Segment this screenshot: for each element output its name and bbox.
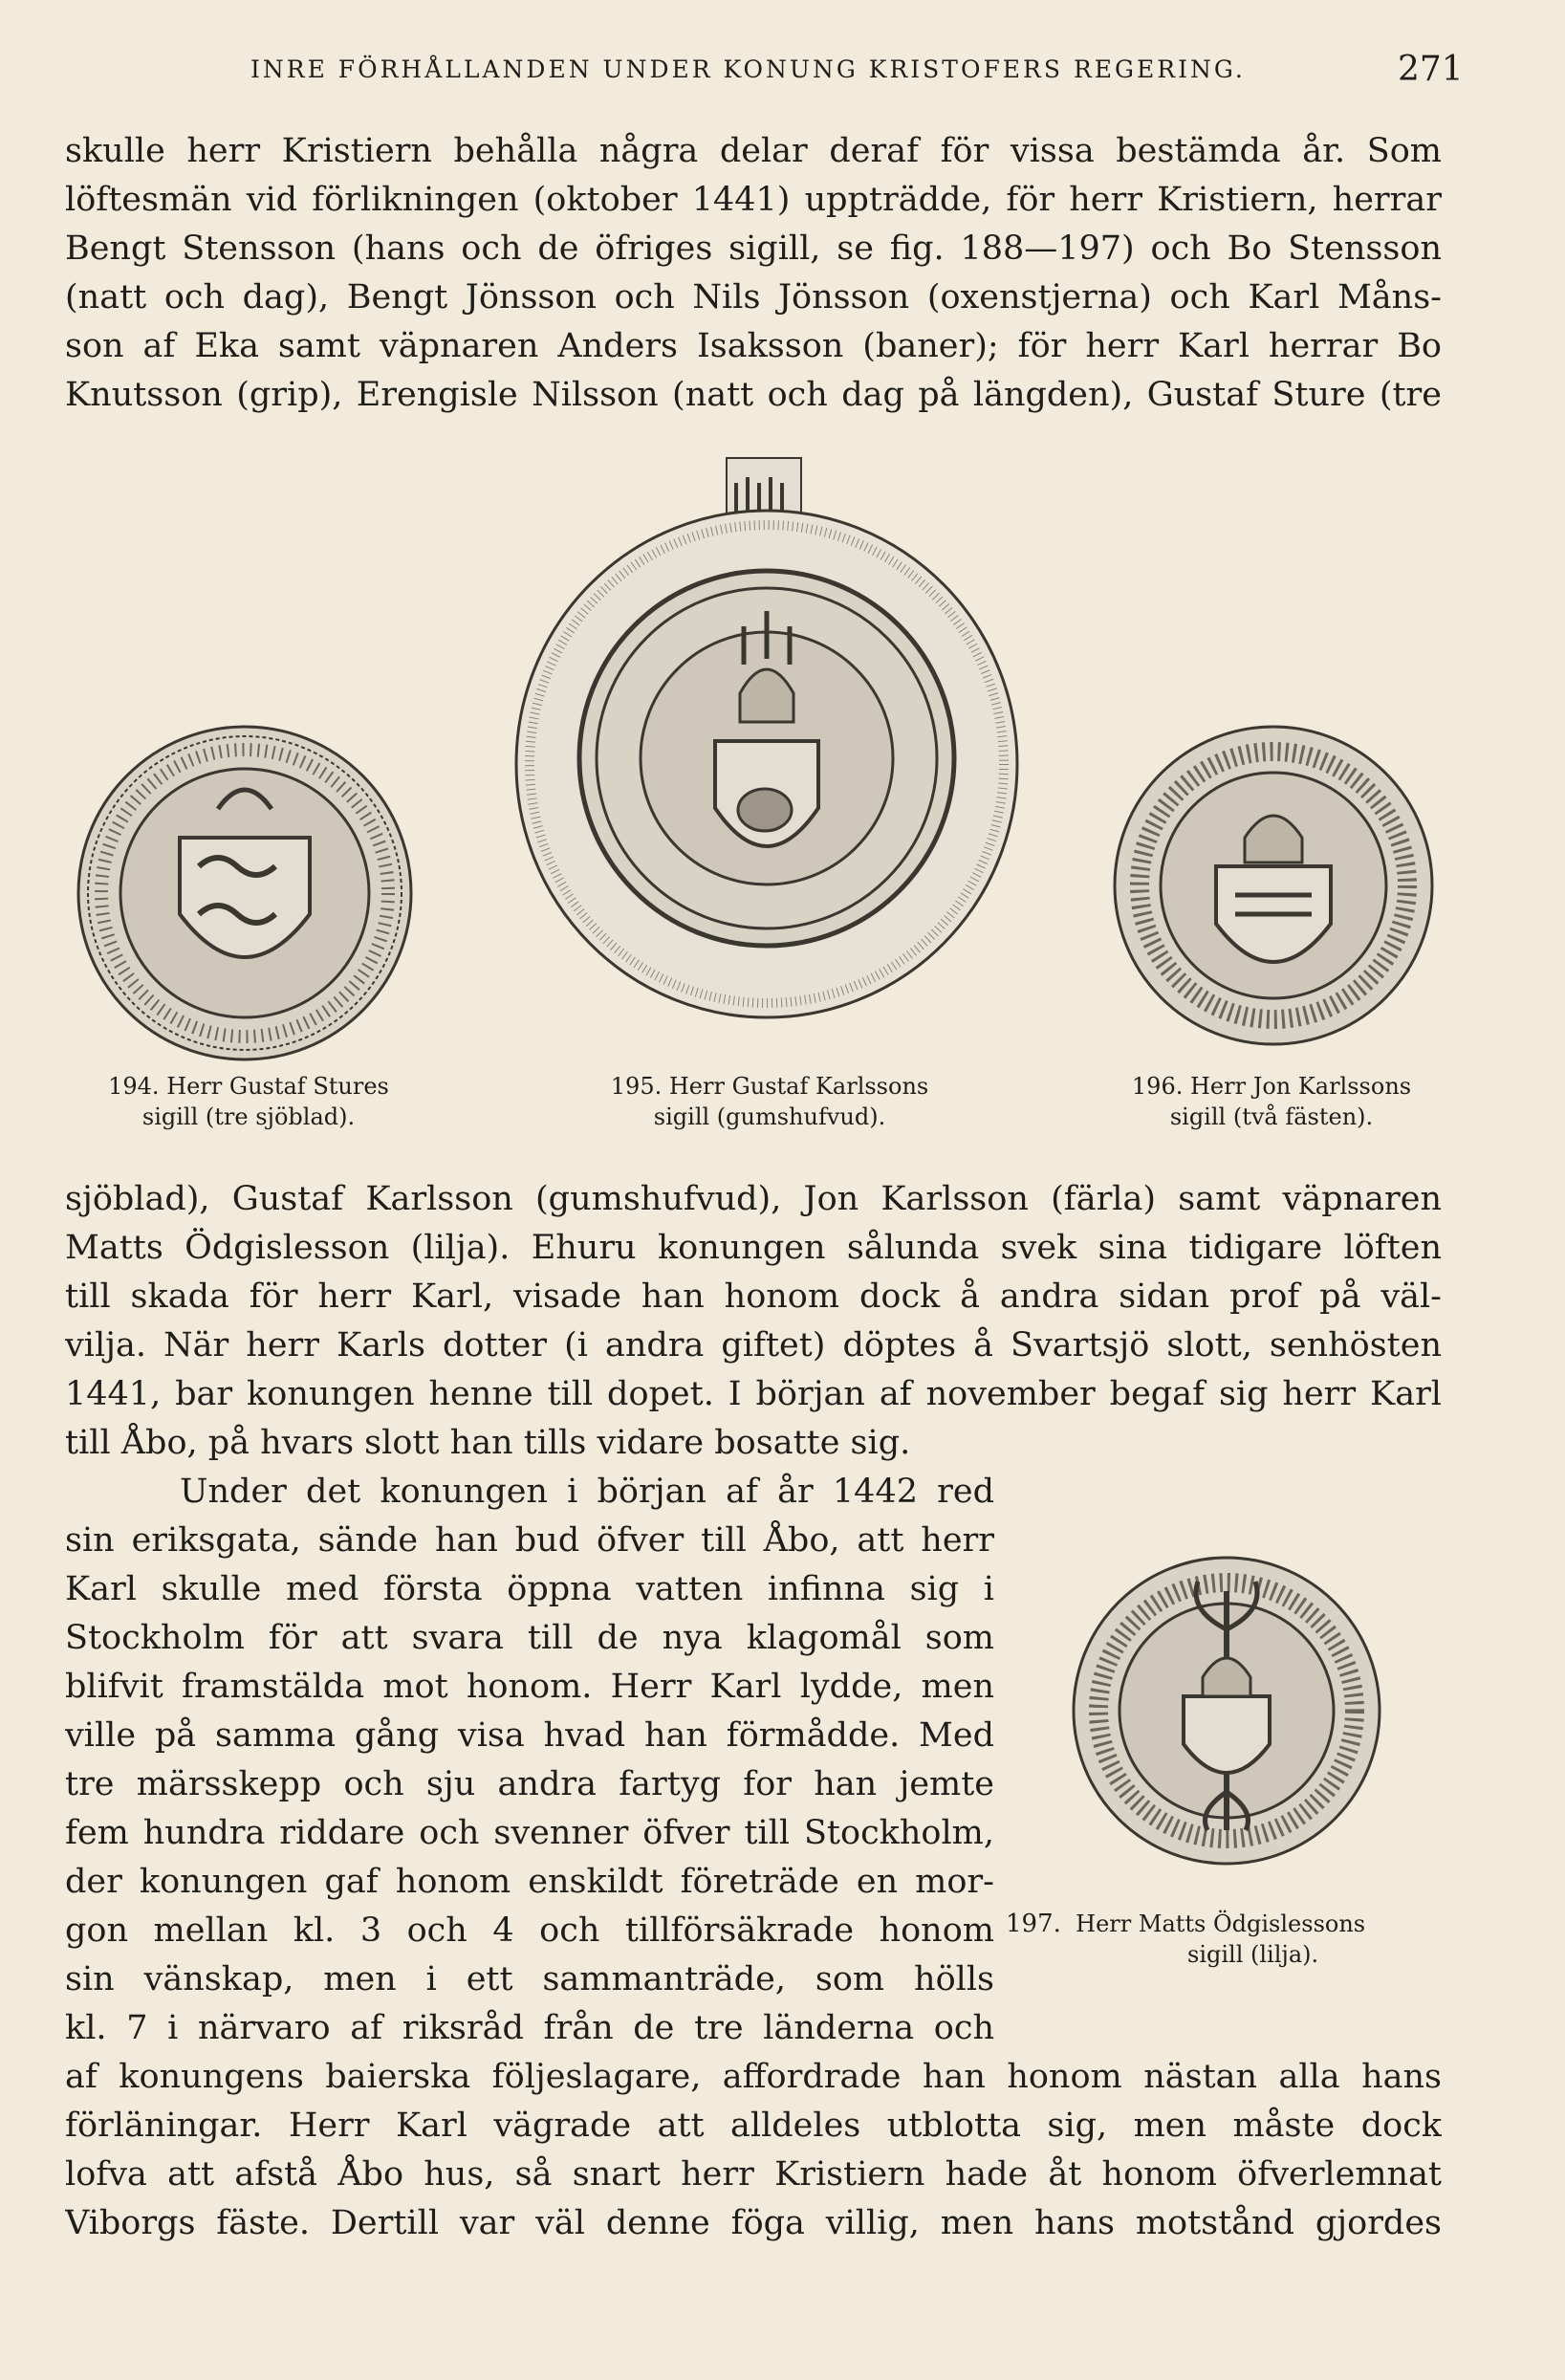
text-line: gon mellan kl. 3 och 4 och tillförsäkrade honom <box>65 1911 994 1950</box>
figure-caption-194 <box>67 1071 430 1132</box>
text-line: Karl skulle med första öppna vatten infinna sig i <box>65 1570 994 1608</box>
seal-image-195 <box>514 454 1019 1020</box>
caption-subtitle: sigill (lilja). <box>1187 1941 1319 1968</box>
caption-subtitle: sigill (gumshufvud). <box>653 1103 886 1130</box>
caption-subtitle: sigill (två fästen). <box>1169 1103 1374 1130</box>
text-line: Knutsson (grip), Erengisle Nilsson (natt och dag på längden), Gustaf Sture (tre <box>65 376 1442 414</box>
text-line: lofva att afstå Åbo hus, så snart herr Kristiern hade åt honom öfverlemnat <box>65 2155 1442 2194</box>
figure-number: 197. <box>1006 1910 1061 1938</box>
text-line: sin eriksgata, sände han bud öfver till Åbo, att herr <box>65 1521 994 1560</box>
paragraph-3-narrow <box>65 1468 994 2053</box>
text-line: (natt och dag), Bengt Jönsson och Nils Jönsson (oxenstjerna) och Karl Måns- <box>65 278 1442 317</box>
text-line: förläningar. Herr Karl vägrade att alldeles utblotta sig, men måste dock <box>65 2107 1442 2145</box>
text-line: till Åbo, på hvars slott han tills vidare bosatte sig. <box>65 1424 911 1462</box>
seal-image-196 <box>1111 723 1436 1048</box>
text-line: ville på samma gång visa hvad han förmådde. Med <box>65 1716 994 1755</box>
paragraph-2 <box>65 1175 1442 1468</box>
text-line: sjöblad), Gustaf Karlsson (gumshufvud), Jon Karlsson (färla) samt väpnaren <box>65 1180 1442 1218</box>
text-line: der konungen gaf honom enskildt företräde en mor- <box>65 1863 994 1901</box>
text-line: löftesmän vid förlikningen (oktober 1441) uppträdde, för herr Kristiern, herrar <box>65 181 1442 219</box>
seal-image-197 <box>1069 1553 1384 1868</box>
figure-caption-195 <box>545 1071 994 1132</box>
figure-caption-196 <box>1080 1071 1463 1132</box>
caption-title: Herr Gustaf Karlssons <box>668 1073 929 1100</box>
paragraph-1 <box>65 127 1442 420</box>
text-line: Bengt Stensson (hans och de öfriges sigill, se fig. 188—197) och Bo Stensson <box>65 229 1442 268</box>
text-line: Matts Ödgislesson (lilja). Ehuru konungen sålunda svek sina tidigare löften <box>65 1229 1442 1267</box>
text-line: fem hundra riddare och svenner öfver till Stockholm, <box>65 1814 994 1852</box>
figure-caption-197 <box>1006 1909 1455 1970</box>
text-line: blifvit framstälda mot honom. Herr Karl lydde, men <box>65 1668 994 1706</box>
figure-number: 196. <box>1131 1073 1184 1100</box>
caption-subtitle: sigill (tre sjöblad). <box>141 1103 356 1130</box>
text-line: af konungens baierska följeslagare, affordrade han honom nästan alla hans <box>65 2058 1442 2096</box>
text-line: vilja. När herr Karls dotter (i andra giftet) döptes å Svartsjö slott, senhösten <box>65 1326 1442 1365</box>
text-line: Viborgs fäste. Dertill var väl denne föga villig, men hans motstånd gjordes <box>65 2204 1442 2242</box>
text-line: sin vänskap, men i ett sammanträde, som hölls <box>65 1960 994 1998</box>
text-line: 1441, bar konungen henne till dopet. I början af november begaf sig herr Karl <box>65 1375 1442 1413</box>
page-header <box>0 50 1565 88</box>
page-number: 271 <box>1398 50 1464 89</box>
caption-title: Herr Gustaf Stures <box>166 1073 389 1100</box>
caption-title: Herr Jon Karlssons <box>1189 1073 1412 1100</box>
figure-number: 194. <box>108 1073 160 1100</box>
text-line: Stockholm för att svara till de nya klagomål som <box>65 1619 994 1657</box>
text-line: tre märsskepp och sju andra fartyg for han jemte <box>65 1765 994 1803</box>
figure-number: 195. <box>610 1073 663 1100</box>
paragraph-3-full <box>65 2053 1442 2248</box>
text-line: till skada för herr Karl, visade han honom dock å andra sidan prof på väl- <box>65 1277 1442 1316</box>
text-line: skulle herr Kristiern behålla några delar deraf för vissa bestämda år. Som <box>65 132 1442 170</box>
running-head: INRE FÖRHÅLLANDEN UNDER KONUNG KRISTOFERS REGERING. <box>250 55 1246 83</box>
seal-image-194 <box>75 723 415 1063</box>
text-line: kl. 7 i närvaro af riksråd från de tre länderna och <box>65 2009 994 2047</box>
text-line: son af Eka samt väpnaren Anders Isaksson (baner); för herr Karl herrar Bo <box>65 327 1442 365</box>
text-line: Under det konungen i början af år 1442 red <box>180 1473 994 1511</box>
caption-title: Herr Matts Ödgislessons <box>1076 1911 1366 1937</box>
